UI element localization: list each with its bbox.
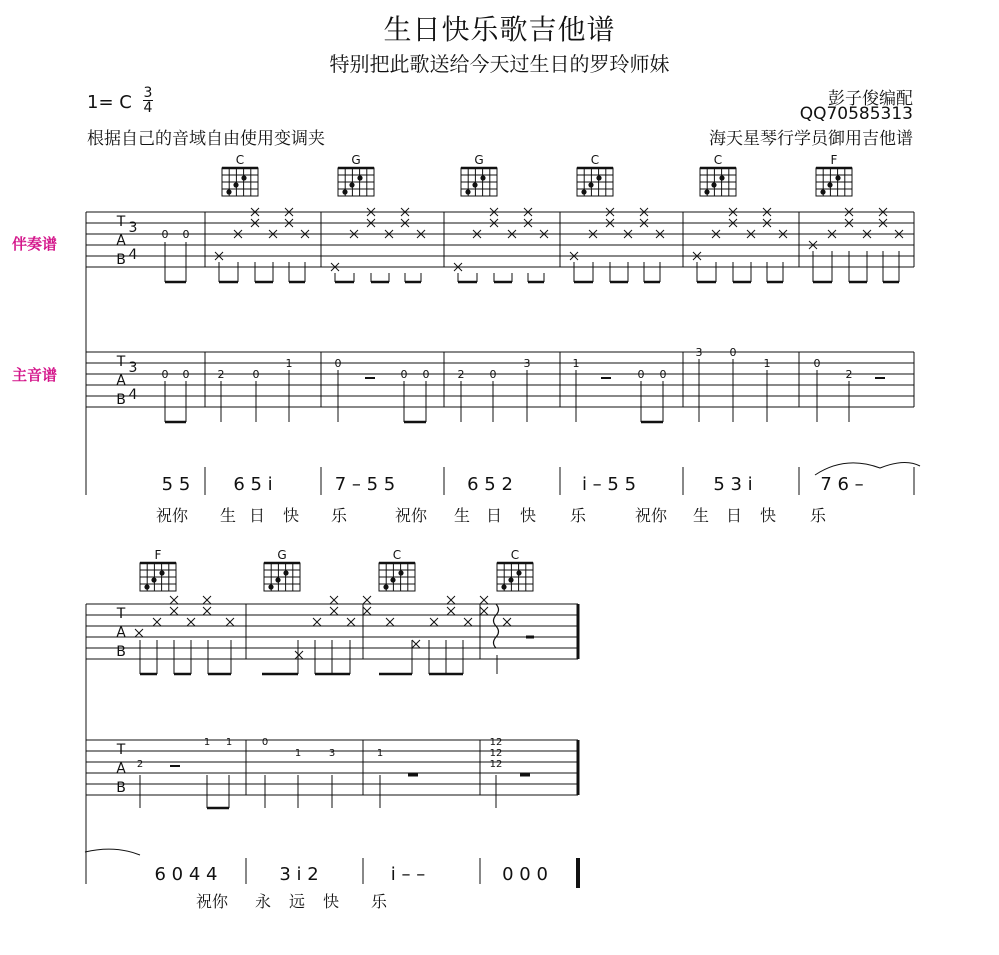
- melody-fret: 0: [422, 368, 430, 381]
- tab-timesig-bottom: 4: [128, 387, 138, 403]
- chord-dot: [226, 189, 231, 194]
- chord-dot: [268, 584, 273, 589]
- time-sig-top: 3: [143, 85, 153, 101]
- lyric: 生: [692, 506, 710, 525]
- melody-label: 主音谱: [12, 366, 58, 384]
- melody-fret: 3: [695, 346, 703, 359]
- chord-name: G: [474, 153, 484, 167]
- page-subtitle: 特别把此歌送给今天过生日的罗玲师妹: [329, 52, 670, 76]
- chord-dot: [465, 189, 470, 194]
- melody-fret: 12: [489, 737, 503, 748]
- tab-fret: 0: [182, 228, 190, 241]
- melody-fret: 2: [457, 368, 465, 381]
- page-title: 生日快乐歌吉他谱: [383, 13, 616, 46]
- melody-fret: 0: [400, 368, 408, 381]
- lyric: 日: [248, 506, 266, 525]
- melody-fret: 0: [489, 368, 497, 381]
- chord-dot: [820, 189, 825, 194]
- melody-fret: 3: [523, 357, 531, 370]
- jianpu-group: 5 5: [161, 474, 191, 495]
- slur-2: [85, 849, 140, 855]
- melody-fret: 0: [261, 737, 269, 748]
- chord-name: C: [510, 548, 520, 562]
- melody-fret: 2: [136, 759, 144, 770]
- chord-dot: [588, 182, 593, 187]
- chord-name: F: [154, 548, 162, 562]
- chord-dot: [480, 175, 485, 180]
- tab-clef-a: A: [116, 233, 126, 249]
- melody-fret: 1: [225, 737, 233, 748]
- lyric: 乐: [330, 506, 348, 525]
- lyric: 快: [322, 892, 340, 911]
- chord-dot: [719, 175, 724, 180]
- tab-clef-t: T: [116, 354, 126, 370]
- jianpu-group: 6 5 i: [233, 474, 273, 495]
- melody-fret: 1: [285, 357, 293, 370]
- chord-dot: [383, 584, 388, 589]
- tab-timesig-top: 3: [128, 220, 138, 236]
- melody-fret: 0: [659, 368, 667, 381]
- lyric: 乐: [370, 892, 388, 911]
- chord-dot: [275, 577, 280, 582]
- melody-fret: 3: [328, 748, 336, 759]
- jianpu-group: 5 3 i: [713, 474, 753, 495]
- chord-name: G: [351, 153, 361, 167]
- chord-dot: [501, 584, 506, 589]
- melody-fret: 1: [763, 357, 771, 370]
- chord-dot: [233, 182, 238, 187]
- source-note: 海天星琴行学员御用吉他谱: [709, 129, 913, 149]
- tab-clef-a: A: [116, 625, 126, 641]
- melody-fret: 0: [637, 368, 645, 381]
- jianpu-group: 6 0 4 4: [154, 864, 218, 885]
- jianpu-group: i – –: [390, 864, 426, 885]
- melody-fret: 2: [217, 368, 225, 381]
- lyric: 永: [254, 892, 272, 911]
- lyric: 祝你: [634, 506, 668, 525]
- lyric: 快: [759, 506, 777, 525]
- chord-name: C: [713, 153, 723, 167]
- chord-dot: [827, 182, 832, 187]
- jianpu-group: 7 6 –: [820, 474, 864, 495]
- melody-fret: 2: [845, 368, 853, 381]
- tab-clef-t: T: [116, 606, 126, 622]
- melody-fret: 1: [203, 737, 211, 748]
- tab-clef-b: B: [116, 644, 126, 660]
- chord-dot: [596, 175, 601, 180]
- chord-dot: [283, 570, 288, 575]
- time-sig-bottom: 4: [143, 100, 153, 116]
- lyric: 祝你: [155, 506, 189, 525]
- chord-dot: [398, 570, 403, 575]
- lyric: 远: [288, 892, 306, 911]
- chord-name: F: [830, 153, 838, 167]
- tab-timesig-top: 3: [128, 360, 138, 376]
- melody-fret: 0: [161, 368, 169, 381]
- chord-dot: [581, 189, 586, 194]
- jianpu-group: 6 5 2: [467, 474, 513, 495]
- lyric: 祝你: [195, 892, 229, 911]
- chord-dot: [144, 584, 149, 589]
- melody-fret: 1: [294, 748, 302, 759]
- tab-fret: 0: [161, 228, 169, 241]
- melody-fret: 1: [572, 357, 580, 370]
- jianpu-group: 7 – 5 5: [334, 474, 396, 495]
- lyric: 生: [219, 506, 237, 525]
- tab-clef-t: T: [116, 214, 126, 230]
- lyric: 快: [282, 506, 300, 525]
- melody-fret: 0: [729, 346, 737, 359]
- melody-fret: 12: [489, 759, 503, 770]
- chord-dot: [241, 175, 246, 180]
- lyric: 日: [485, 506, 503, 525]
- capo-note: 根据自己的音域自由使用变调夹: [87, 129, 325, 149]
- chord-dot: [472, 182, 477, 187]
- melody-fret: 0: [182, 368, 190, 381]
- chord-dot: [342, 189, 347, 194]
- lyric: 快: [519, 506, 537, 525]
- lyric: 乐: [569, 506, 587, 525]
- chord-dot: [151, 577, 156, 582]
- chord-dot: [390, 577, 395, 582]
- tab-clef-a: A: [116, 761, 126, 777]
- chord-dot: [835, 175, 840, 180]
- melody-fret: 0: [813, 357, 821, 370]
- lyric: 乐: [809, 506, 827, 525]
- chord-dot: [508, 577, 513, 582]
- chord-dot: [159, 570, 164, 575]
- chord-dot: [704, 189, 709, 194]
- chord-name: C: [235, 153, 245, 167]
- jianpu-group: 3 i 2: [279, 864, 319, 885]
- chord-name: G: [277, 548, 287, 562]
- accomp-label: 伴奏谱: [12, 235, 58, 253]
- chord-name: C: [392, 548, 402, 562]
- melody-fret: 0: [252, 368, 260, 381]
- chord-dot: [357, 175, 362, 180]
- melody-fret: 12: [489, 748, 503, 759]
- melody-fret: 1: [376, 748, 384, 759]
- melody-fret: 0: [334, 357, 342, 370]
- lyric: 祝你: [394, 506, 428, 525]
- chord-dot: [516, 570, 521, 575]
- chord-dot: [711, 182, 716, 187]
- tab-clef-b: B: [116, 780, 126, 796]
- qq-number: QQ70585313: [799, 104, 913, 124]
- tab-timesig-bottom: 4: [128, 247, 138, 263]
- tab-clef-b: B: [116, 392, 126, 408]
- tab-clef-t: T: [116, 742, 126, 758]
- lyric: 日: [725, 506, 743, 525]
- jianpu-group: 0 0 0: [502, 864, 548, 885]
- jianpu-group: i – 5 5: [581, 474, 637, 495]
- tab-clef-a: A: [116, 373, 126, 389]
- chord-dot: [349, 182, 354, 187]
- arranger: 彭子俊编配: [828, 89, 913, 109]
- chord-name: C: [590, 153, 600, 167]
- lyric: 生: [453, 506, 471, 525]
- key-signature: 1= C: [87, 92, 132, 113]
- tab-clef-b: B: [116, 252, 126, 268]
